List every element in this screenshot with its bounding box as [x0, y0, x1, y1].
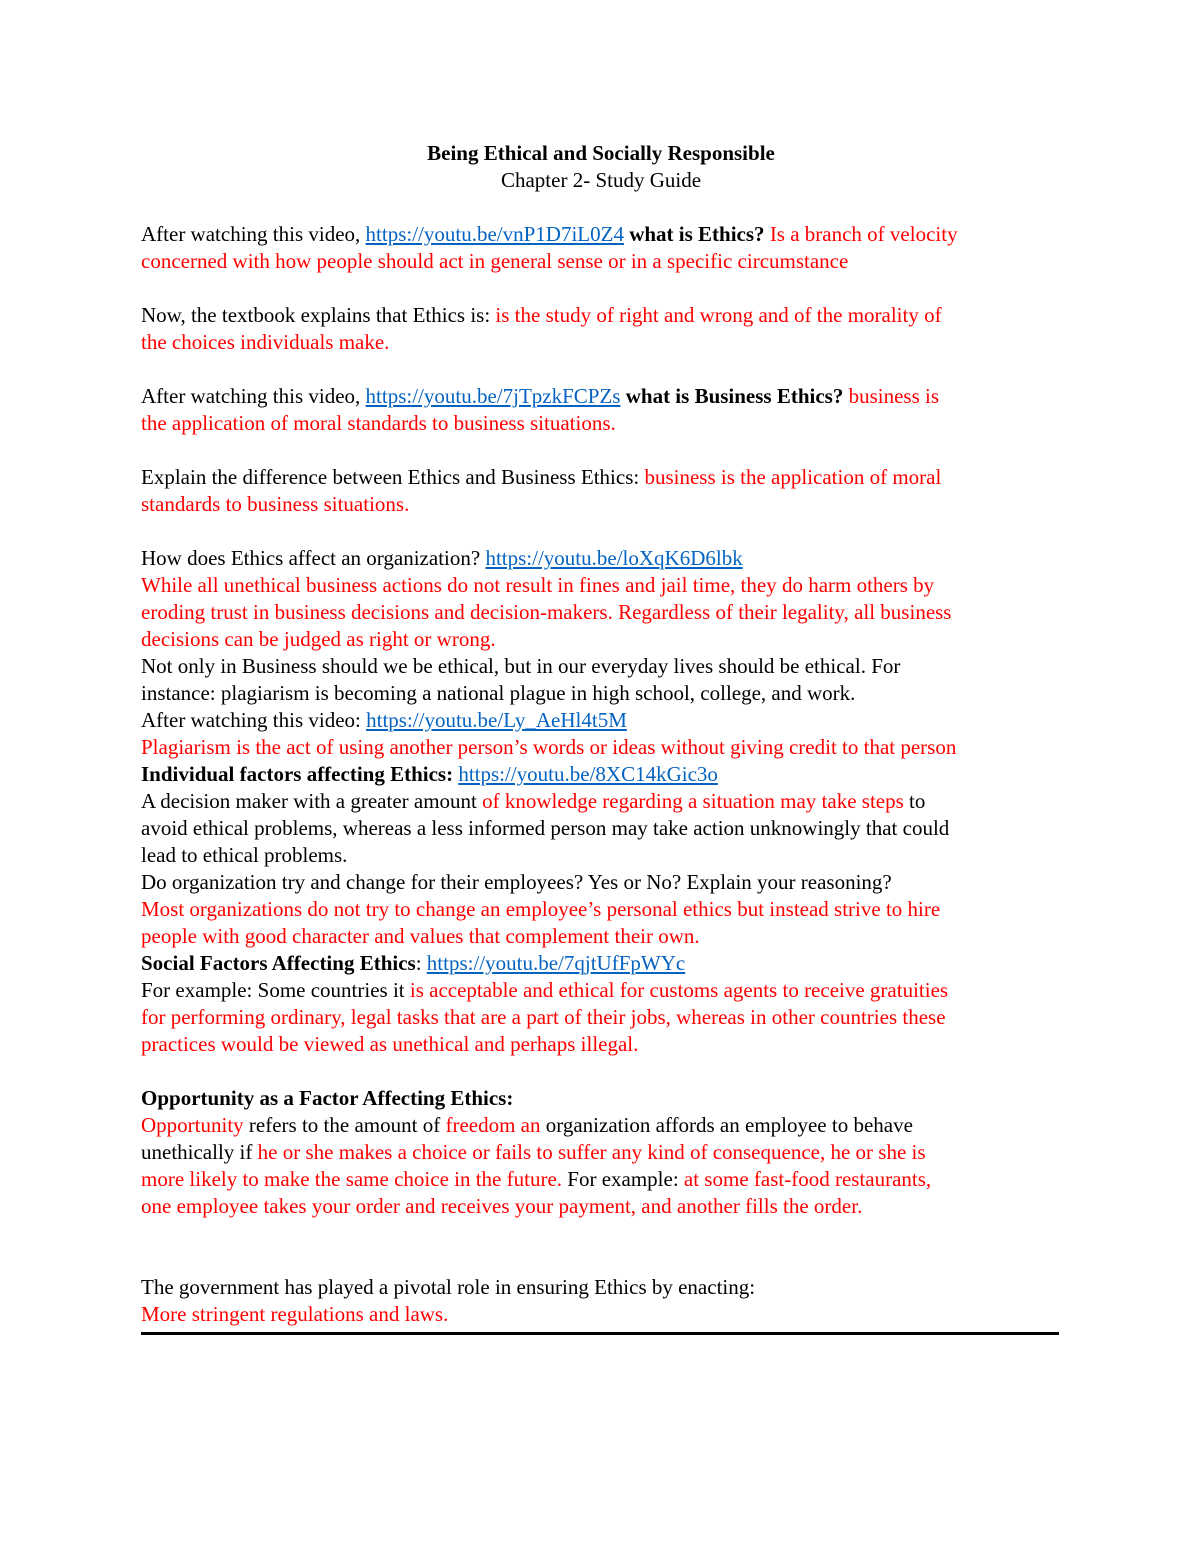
q7-heading-line: [141, 761, 1061, 788]
q1-video-link[interactable]: https://youtu.be/vnP1D7iL0Z4: [365, 222, 624, 246]
q10-l3-black: For example:: [562, 1167, 684, 1191]
q8-answer-2: people with good character and values that complement their own.: [141, 924, 700, 948]
q6-prefix: After watching this video:: [141, 708, 367, 732]
q6-text-1: Not only in Business should we be ethical, but in our everyday lives should be ethical. For: [141, 654, 901, 678]
q10-line-1: [141, 1112, 1061, 1139]
q4-answer-2: standards to business situations.: [141, 492, 410, 516]
q1-line-1: [141, 221, 1061, 248]
q10-l1-black-a: refers to the amount of: [243, 1113, 446, 1137]
q6-text-2: instance: plagiarism is becoming a national plague in high school, college, and work.: [141, 681, 856, 705]
q6-video-link[interactable]: https://youtu.be/Ly_AeHl4t5M: [366, 708, 627, 732]
q10-line-2: [141, 1139, 1061, 1166]
q8-answer-1: Most organizations do not try to change an employee’s personal ethics but instead strive to hire: [141, 897, 941, 921]
q7-l1-black: A decision maker with a greater amount: [141, 789, 483, 813]
q9-colon: :: [415, 951, 427, 975]
document-subtitle: Chapter 2- Study Guide: [500, 168, 702, 192]
q7-line-3: lead to ethical problems.: [141, 843, 348, 867]
q7-video-link[interactable]: https://youtu.be/8XC14kGic3o: [458, 762, 718, 786]
q9-l1-red: is acceptable and ethical for customs agents to receive gratuities: [409, 978, 949, 1002]
q3-answer-1: business is: [843, 384, 940, 408]
document-page: [141, 140, 1061, 1335]
q2-prefix: Now, the textbook explains that Ethics is:: [141, 303, 496, 327]
q7-line-1: [141, 788, 1061, 815]
q7-l1-red: of knowledge regarding a situation may take steps: [482, 789, 904, 813]
q9-video-link[interactable]: https://youtu.be/7qjtUfFpWYc: [426, 951, 686, 975]
q2-answer-1: is the study of right and wrong and of the morality of: [495, 303, 942, 327]
q1-answer-1: Is a branch of velocity: [764, 222, 958, 246]
q4-answer-1: business is the application of moral: [644, 465, 942, 489]
q6-answer: Plagiarism is the act of using another person’s words or ideas without giving credit to that person: [141, 735, 957, 759]
q5-prefix: How does Ethics affect an organization?: [141, 546, 486, 570]
q9-line-3: practices would be viewed as unethical and perhaps illegal.: [141, 1032, 639, 1056]
q5-video-link[interactable]: https://youtu.be/loXqK6D6lbk: [485, 546, 743, 570]
q2-line-1: [141, 302, 1061, 329]
q10-l1-black-b: organization affords an employee to behave: [540, 1113, 913, 1137]
q3-line-1: [141, 383, 1061, 410]
q11-question: The government has played a pivotal role in ensuring Ethics by enacting:: [141, 1275, 756, 1299]
q4-line-1: [141, 464, 1061, 491]
q5-answer-2: eroding trust in business decisions and decision-makers. Regardless of their legality, all business: [141, 600, 952, 624]
q2-answer-2: the choices individuals make.: [141, 330, 390, 354]
q10-l3-red: more likely to make the same choice in the future.: [141, 1167, 563, 1191]
document-title: Being Ethical and Socially Responsible: [427, 141, 775, 165]
q1-answer-2: concerned with how people should act in general sense or in a specific circumstance: [141, 249, 849, 273]
q10-line-3: [141, 1166, 1061, 1193]
q7-heading: Individual factors affecting Ethics:: [141, 762, 454, 786]
q10-l1-red-b: freedom an: [445, 1113, 541, 1137]
q9-l1-black: For example: Some countries it: [141, 978, 410, 1002]
q10-l2-black: unethically if: [141, 1140, 258, 1164]
q5-answer-1: While all unethical business actions do not result in fines and jail time, they do harm others by: [141, 573, 935, 597]
q1-question: what is Ethics?: [623, 222, 765, 246]
q4-prefix: Explain the difference between Ethics and Business Ethics:: [141, 465, 645, 489]
q5-line-1: [141, 545, 1061, 572]
q3-answer-2: the application of moral standards to business situations.: [141, 411, 616, 435]
q7-line-2: avoid ethical problems, whereas a less informed person may take action unknowingly that could: [141, 816, 950, 840]
q9-line-1: [141, 977, 1061, 1004]
q5-answer-3: decisions can be judged as right or wrong.: [141, 627, 496, 651]
q10-heading: Opportunity as a Factor Affecting Ethics:: [141, 1086, 514, 1110]
q11-answer: More stringent regulations and laws.: [141, 1302, 449, 1326]
q3-prefix: After watching this video,: [141, 384, 366, 408]
q9-heading-line: [141, 950, 1061, 977]
q3-question: what is Business Ethics?: [620, 384, 844, 408]
bottom-divider: [141, 1332, 1059, 1335]
q10-l3-red-b: at some fast-food restaurants,: [683, 1167, 932, 1191]
q8-question: Do organization try and change for their employees? Yes or No? Explain your reasoning?: [141, 870, 892, 894]
q10-l2-red: he or she makes a choice or fails to suffer any kind of consequence, he or she is: [257, 1140, 926, 1164]
q6-line-3: [141, 707, 1061, 734]
q7-l1-tail: to: [903, 789, 926, 813]
q9-line-2: for performing ordinary, legal tasks that are a part of their jobs, whereas in other countries these: [141, 1005, 946, 1029]
q10-line-4: one employee takes your order and receives your payment, and another fills the order.: [141, 1194, 863, 1218]
q1-prefix: After watching this video,: [141, 222, 366, 246]
q10-l1-red-a: Opportunity: [141, 1113, 244, 1137]
q9-heading: Social Factors Affecting Ethics: [141, 951, 416, 975]
q3-video-link[interactable]: https://youtu.be/7jTpzkFCPZs: [365, 384, 621, 408]
